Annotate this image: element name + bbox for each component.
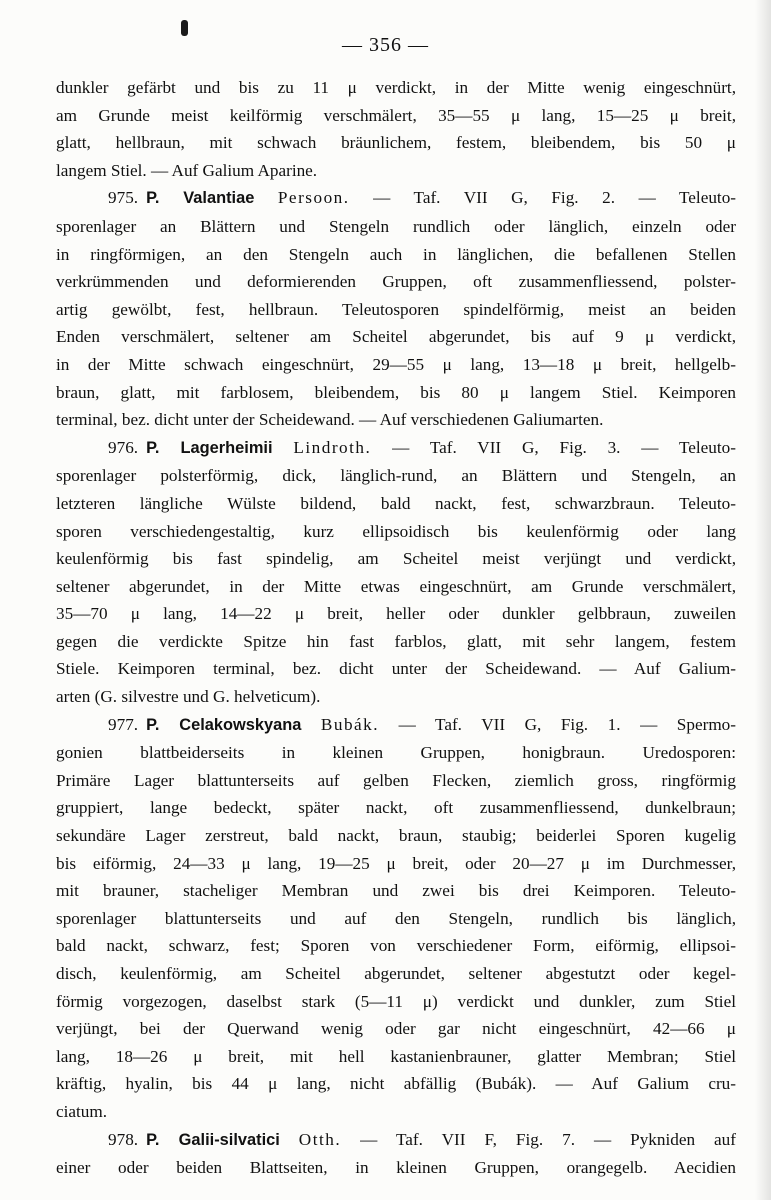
text-line: lang, 18—26 μ breit, mit hell kastanienbrauner, glatter Membran; Stiel	[56, 1046, 736, 1066]
text-line: langem Stiel. — Auf Galium Aparine.	[56, 160, 318, 180]
text-line: 35—70 μ lang, 14—22 μ breit, heller oder dunkler gelbbraun, zuweilen	[56, 604, 736, 624]
species-author: Bubák.	[320, 714, 380, 734]
species-name: P. Lagerheimii	[146, 438, 273, 457]
text-line: Primäre Lager blattunterseits auf gelben Flecken, ziemlich gross, ringförmig	[56, 770, 736, 790]
text-line: gruppiert, lange bedeckt, später nackt, oft zusammenfliessend, dunkelbraun;	[56, 798, 736, 818]
text-line: bis eiförmig, 24—33 μ lang, 19—25 μ breit, oder 20—27 μ im Durchmesser,	[56, 853, 736, 873]
entry-reference: — Taf. VII F, Fig. 7. — Pykniden auf	[360, 1129, 737, 1149]
text-line: Stiele. Keimporen terminal, bez. dicht unter der Scheidewand. — Auf Galium-	[56, 659, 736, 679]
entry-number: 978.	[108, 1129, 139, 1149]
text-line: gonien blattbeiderseits in kleinen Gruppen, honigbraun. Uredosporen:	[56, 743, 736, 763]
text-line: sporenlager blattunterseits und auf den Stengeln, rundlich bis länglich,	[56, 908, 736, 928]
species-name: P. Galii-silvatici	[146, 1130, 280, 1149]
text-line: arten (G. silvestre und G. helveticum).	[56, 687, 321, 707]
entry-reference: — Taf. VII G, Fig. 2. — Teleuto-	[373, 188, 737, 208]
text-line: verkrümmenden und deformierenden Gruppen, oft zusammenfliessend, polster-	[56, 272, 736, 292]
species-author: Otth.	[298, 1129, 342, 1149]
entry-number: 977.	[108, 714, 139, 734]
text-line: dunkler gefärbt und bis zu 11 μ verdickt, in der Mitte wenig eingeschnürt,	[56, 78, 736, 97]
page-edge-shadow	[755, 0, 771, 1200]
page-number: — 356 —	[342, 34, 429, 56]
text-line: disch, keulenförmig, am Scheitel abgerundet, seltener abgestutzt oder kegel-	[56, 964, 736, 983]
text-line: in ringförmigen, an den Stengeln auch in länglichen, die befallenen Stellen	[56, 244, 736, 264]
text-line: glatt, hellbraun, mit schwach bräunlichem, festem, bleibendem, bis 50 μ	[56, 133, 736, 153]
text-line: sekundäre Lager zerstreut, bald nackt, braun, staubig; beiderlei Sporen kugelig	[56, 826, 736, 846]
text-line: sporenlager an Blättern und Stengeln rundlich oder länglich, einzeln oder	[56, 216, 736, 236]
text-line: sporenlager polsterförmig, dick, länglich-rund, an Blättern und Stengeln, an	[56, 466, 736, 486]
entry-heading-978	[56, 1126, 736, 1155]
entry-number: 976.	[108, 437, 139, 457]
species-author: Persoon.	[277, 188, 350, 208]
text-line: verjüngt, bei der Querwand wenig oder gar nicht eingeschnürt, 42—66 μ	[56, 1019, 736, 1039]
text-line: förmig vorgezogen, daselbst stark (5—11 μ) verdickt und dunkler, zum Stiel	[56, 991, 736, 1011]
text-line: terminal, bez. dicht unter der Scheidewand. — Auf verschiedenen Galiumarten.	[56, 410, 604, 430]
text-line: bald nackt, schwarz, fest; Sporen von verschiedener Form, eiförmig, ellipsoi-	[56, 936, 736, 956]
text-line: letzteren längliche Wülste bildend, bald nackt, fest, schwarzbraun. Teleuto-	[56, 493, 736, 513]
species-author: Lindroth.	[293, 437, 372, 457]
text-line: seltener abgerundet, in der Mitte etwas eingeschnürt, am Grunde verschmälert,	[56, 576, 736, 596]
text-line: mit brauner, stacheliger Membran und zwei bis drei Keimporen. Teleuto-	[56, 881, 736, 901]
species-name: P. Celakowskyana	[146, 715, 302, 734]
text-line: artig gewölbt, fest, hellbraun. Teleutosporen spindelförmig, meist an beiden	[56, 299, 736, 319]
species-name: P. Valantiae	[146, 189, 255, 208]
text-line: kräftig, hyalin, bis 44 μ lang, nicht abfällig (Bubák). — Auf Galium cru-	[56, 1074, 736, 1094]
entry-heading-975	[56, 184, 736, 213]
text-line: sporen verschiedengestaltig, kurz ellipsoidisch bis keulenförmig oder lang	[56, 521, 736, 541]
entry-reference: — Taf. VII G, Fig. 3. — Teleuto-	[392, 437, 736, 457]
entry-heading-977	[56, 711, 736, 740]
entry-number: 975.	[108, 188, 139, 208]
text-line: einer oder beiden Blattseiten, in kleinen Gruppen, orangegelb. Aecidien	[56, 1158, 736, 1178]
entry-heading-976	[56, 434, 736, 463]
text-line: ciatum.	[56, 1101, 108, 1121]
page-body-text	[56, 74, 736, 1182]
text-line: gegen die verdickte Spitze hin fast farblos, glatt, mit sehr langem, festem	[56, 631, 736, 651]
entry-reference: — Taf. VII G, Fig. 1. — Spermo-	[398, 714, 737, 734]
text-line: braun, glatt, mit farblosem, bleibendem, bis 80 μ langem Stiel. Keimporen	[56, 382, 736, 402]
text-line: in der Mitte schwach eingeschnürt, 29—55 μ lang, 13—18 μ breit, hellgelb-	[56, 354, 736, 374]
text-line: Enden verschmälert, seltener am Scheitel abgerundet, bis auf 9 μ verdickt,	[56, 327, 736, 347]
text-line: am Grunde meist keilförmig verschmälert, 35—55 μ lang, 15—25 μ breit,	[56, 105, 736, 125]
text-line: keulenförmig bis fast spindelig, am Scheitel meist verjüngt und verdickt,	[56, 549, 736, 569]
